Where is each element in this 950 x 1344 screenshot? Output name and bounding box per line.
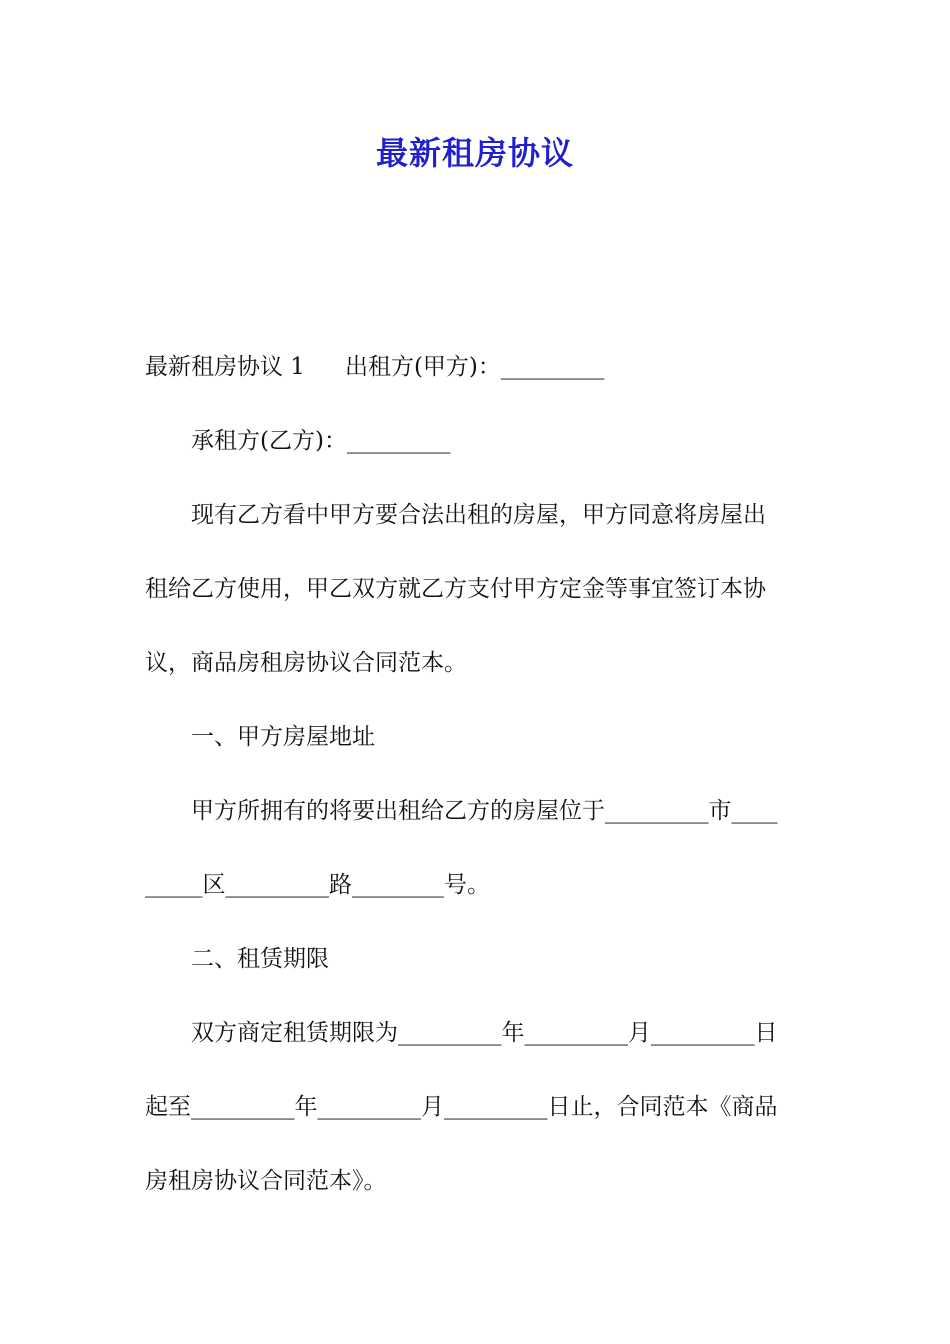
address-line-1: 甲方所拥有的将要出租给乙方的房屋位于_________市____: [191, 798, 778, 824]
address-line-2: _____区_________路________号。: [145, 872, 490, 898]
intro-line-2: 租给乙方使用，甲乙双方就乙方支付甲方定金等事宜签订本协: [145, 576, 766, 602]
term-line-1: 双方商定租赁期限为_________年_________月_________日: [191, 1020, 778, 1046]
section-heading-address: 一、甲方房屋地址: [191, 724, 375, 750]
document-title: 最新租房协议: [375, 134, 574, 172]
term-line-2: 起至_________年_________月_________日止，合同范本《商品: [145, 1094, 778, 1120]
section-heading-term: 二、租赁期限: [191, 946, 329, 972]
intro-line-1: 现有乙方看中甲方要合法出租的房屋，甲方同意将房屋出: [191, 502, 766, 528]
lessor-field: 出租方(甲方)：_________: [344, 354, 605, 380]
document-body: [145, 330, 807, 1218]
agreement-number: 最新租房协议 1: [145, 354, 305, 380]
paragraph-parties-lessor: [145, 330, 807, 404]
term-line-3: 房租房协议合同范本》。: [145, 1168, 387, 1194]
intro-line-3: 议，商品房租房协议合同范本。: [145, 650, 467, 676]
lessee-field: 承租方(乙方)：_________: [191, 428, 451, 454]
